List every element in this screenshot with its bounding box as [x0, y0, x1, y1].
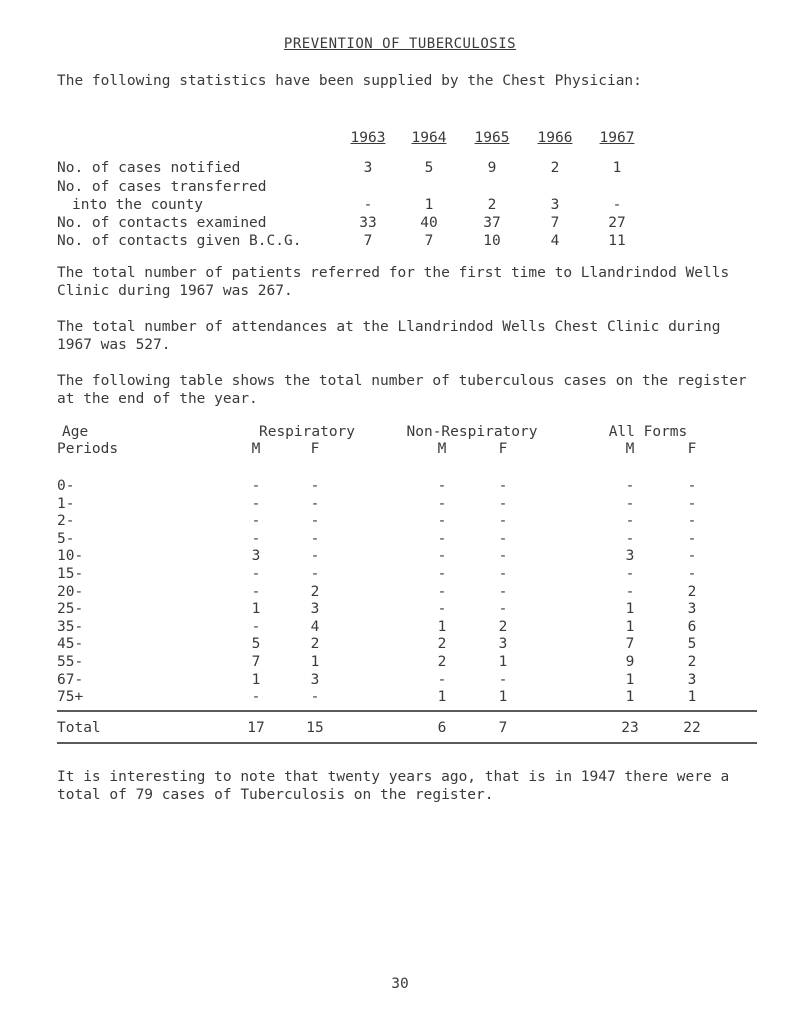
table-cell: - — [251, 478, 261, 494]
stat-value: 3 — [363, 160, 373, 176]
table-cell: - — [437, 531, 447, 547]
table-cell: - — [251, 619, 261, 635]
para-table-intro: The following table shows the total number of tuberculous cases on the register at the end of the year. — [57, 373, 747, 407]
table-cell: 2 — [687, 654, 697, 670]
age-period-label: 20- — [57, 584, 84, 600]
total-value: 6 — [437, 720, 447, 736]
table-cell: 3 — [310, 672, 320, 688]
table-cell: 3 — [498, 636, 508, 652]
table-cell: 2 — [437, 654, 447, 670]
table-cell: - — [625, 478, 635, 494]
total-value: 22 — [683, 720, 701, 736]
total-label: Total — [57, 720, 101, 736]
table-cell: 2 — [498, 619, 508, 635]
stat-value: - — [612, 197, 622, 213]
table-cell: 1 — [437, 689, 447, 705]
para-referred: The total number of patients referred for the first time to Llandrindod Wells Clinic during 1967 was 267. — [57, 265, 730, 299]
table-cell: - — [625, 513, 635, 529]
para-1947: It is interesting to note that twenty years ago, that is in 1947 there were a total of 79 cases of Tuberculosis on the register. — [57, 769, 730, 803]
table-cell: - — [498, 584, 508, 600]
table-cell: - — [625, 531, 635, 547]
table-cell: - — [310, 566, 320, 582]
year-1965: 1965 — [474, 130, 510, 146]
age-period-label: 1- — [57, 496, 75, 512]
table-cell: - — [687, 566, 697, 582]
table-cell: - — [437, 672, 447, 688]
stat-value: 33 — [359, 215, 377, 231]
table-cell: - — [310, 548, 320, 564]
table-cell: 1 — [251, 601, 261, 617]
page-title: PREVENTION OF TUBERCULOSIS — [283, 36, 517, 52]
table-cell: 5 — [687, 636, 697, 652]
table-cell: - — [498, 601, 508, 617]
table-cell: - — [437, 566, 447, 582]
table-cell: - — [498, 513, 508, 529]
age-period-label: 75+ — [57, 689, 84, 705]
stat-value: 11 — [608, 233, 626, 249]
age-period-label: 55- — [57, 654, 84, 670]
table-cell: 7 — [625, 636, 635, 652]
stat-label: into the county — [72, 197, 203, 213]
table-cell: - — [687, 478, 697, 494]
age-period-label: 45- — [57, 636, 84, 652]
stat-value: 7 — [550, 215, 560, 231]
sub-header-m: M — [625, 441, 635, 457]
table-cell: 3 — [687, 601, 697, 617]
table-cell: 5 — [251, 636, 261, 652]
sub-header-f: F — [687, 441, 697, 457]
table-cell: - — [437, 496, 447, 512]
table-cell: 6 — [687, 619, 697, 635]
table-cell: 1 — [687, 689, 697, 705]
stat-value: 27 — [608, 215, 626, 231]
age-period-label: 15- — [57, 566, 84, 582]
table-cell: 3 — [310, 601, 320, 617]
para-attendances: The total number of attendances at the Llandrindod Wells Chest Clinic during 1967 was 527. — [57, 319, 721, 353]
table-cell: - — [251, 584, 261, 600]
table-cell: - — [437, 478, 447, 494]
table-cell: - — [437, 584, 447, 600]
table-cell: 3 — [687, 672, 697, 688]
non-respiratory-header: Non-Respiratory — [406, 424, 538, 440]
table-cell: 3 — [625, 548, 635, 564]
table-cell: - — [437, 601, 447, 617]
total-value: 17 — [247, 720, 265, 736]
table-divider-bottom — [57, 742, 757, 744]
table-cell: 2 — [687, 584, 697, 600]
stat-value: 4 — [550, 233, 560, 249]
table-cell: - — [310, 689, 320, 705]
table-cell: 9 — [625, 654, 635, 670]
table-cell: 2 — [310, 584, 320, 600]
sub-header-m: M — [437, 441, 447, 457]
table-cell: - — [310, 513, 320, 529]
table-cell: 2 — [310, 636, 320, 652]
stat-value: 7 — [424, 233, 434, 249]
respiratory-header: Respiratory — [258, 424, 356, 440]
table-cell: 2 — [437, 636, 447, 652]
stat-value: 40 — [420, 215, 438, 231]
table-cell: - — [687, 531, 697, 547]
stat-value: 37 — [483, 215, 501, 231]
stat-value: 10 — [483, 233, 501, 249]
table-cell: - — [437, 513, 447, 529]
table-cell: - — [251, 566, 261, 582]
stat-value: 7 — [363, 233, 373, 249]
age-period-label: 0- — [57, 478, 75, 494]
sub-header-f: F — [498, 441, 508, 457]
total-value: 15 — [306, 720, 324, 736]
table-cell: - — [251, 496, 261, 512]
all-forms-header: All Forms — [608, 424, 688, 440]
table-cell: 7 — [251, 654, 261, 670]
table-cell: - — [251, 531, 261, 547]
table-cell: 4 — [310, 619, 320, 635]
stat-value: 2 — [487, 197, 497, 213]
stat-value: 5 — [424, 160, 434, 176]
age-period-label: 10- — [57, 548, 84, 564]
table-cell: - — [498, 496, 508, 512]
table-cell: - — [310, 478, 320, 494]
table-cell: - — [310, 496, 320, 512]
table-cell: - — [625, 566, 635, 582]
table-cell: 1 — [498, 689, 508, 705]
table-cell: 3 — [251, 548, 261, 564]
table-cell: 1 — [498, 654, 508, 670]
sub-header-f: F — [310, 441, 320, 457]
stat-label: No. of contacts given B.C.G. — [57, 233, 302, 249]
table-cell: 1 — [625, 601, 635, 617]
table-cell: 1 — [625, 689, 635, 705]
table-cell: 1 — [625, 672, 635, 688]
stat-label: No. of contacts examined — [57, 215, 267, 231]
table-cell: 1 — [625, 619, 635, 635]
age-period-label: 67- — [57, 672, 84, 688]
stat-value: - — [363, 197, 373, 213]
table-cell: 1 — [437, 619, 447, 635]
age-period-label: 35- — [57, 619, 84, 635]
year-1967: 1967 — [599, 130, 635, 146]
table-cell: - — [498, 531, 508, 547]
year-1963: 1963 — [350, 130, 386, 146]
table-cell: - — [625, 496, 635, 512]
total-value: 23 — [621, 720, 639, 736]
table-cell: 1 — [251, 672, 261, 688]
stat-label: No. of cases notified — [57, 160, 241, 176]
stat-value: 1 — [424, 197, 434, 213]
intro-text: The following statistics have been supplied by the Chest Physician: — [57, 73, 642, 89]
table-cell: 1 — [310, 654, 320, 670]
table-cell: - — [687, 496, 697, 512]
table-cell: - — [310, 531, 320, 547]
age-header: Age — [62, 424, 89, 440]
table-cell: - — [437, 548, 447, 564]
table-divider-top — [57, 710, 757, 712]
stat-value: 1 — [612, 160, 622, 176]
stat-value: 9 — [487, 160, 497, 176]
table-cell: - — [687, 513, 697, 529]
page-number: 30 — [391, 976, 409, 992]
year-1966: 1966 — [537, 130, 573, 146]
stat-value: 3 — [550, 197, 560, 213]
table-cell: - — [251, 689, 261, 705]
table-cell: - — [251, 513, 261, 529]
periods-header: Periods — [57, 441, 119, 457]
table-cell: - — [498, 566, 508, 582]
year-1964: 1964 — [411, 130, 447, 146]
stat-label: No. of cases transferred — [57, 179, 267, 195]
table-cell: - — [498, 672, 508, 688]
sub-header-m: M — [251, 441, 261, 457]
table-cell: - — [498, 478, 508, 494]
total-value: 7 — [498, 720, 508, 736]
age-period-label: 2- — [57, 513, 75, 529]
stat-value: 2 — [550, 160, 560, 176]
table-cell: - — [625, 584, 635, 600]
table-cell: - — [498, 548, 508, 564]
table-cell: - — [687, 548, 697, 564]
age-period-label: 25- — [57, 601, 84, 617]
age-period-label: 5- — [57, 531, 75, 547]
